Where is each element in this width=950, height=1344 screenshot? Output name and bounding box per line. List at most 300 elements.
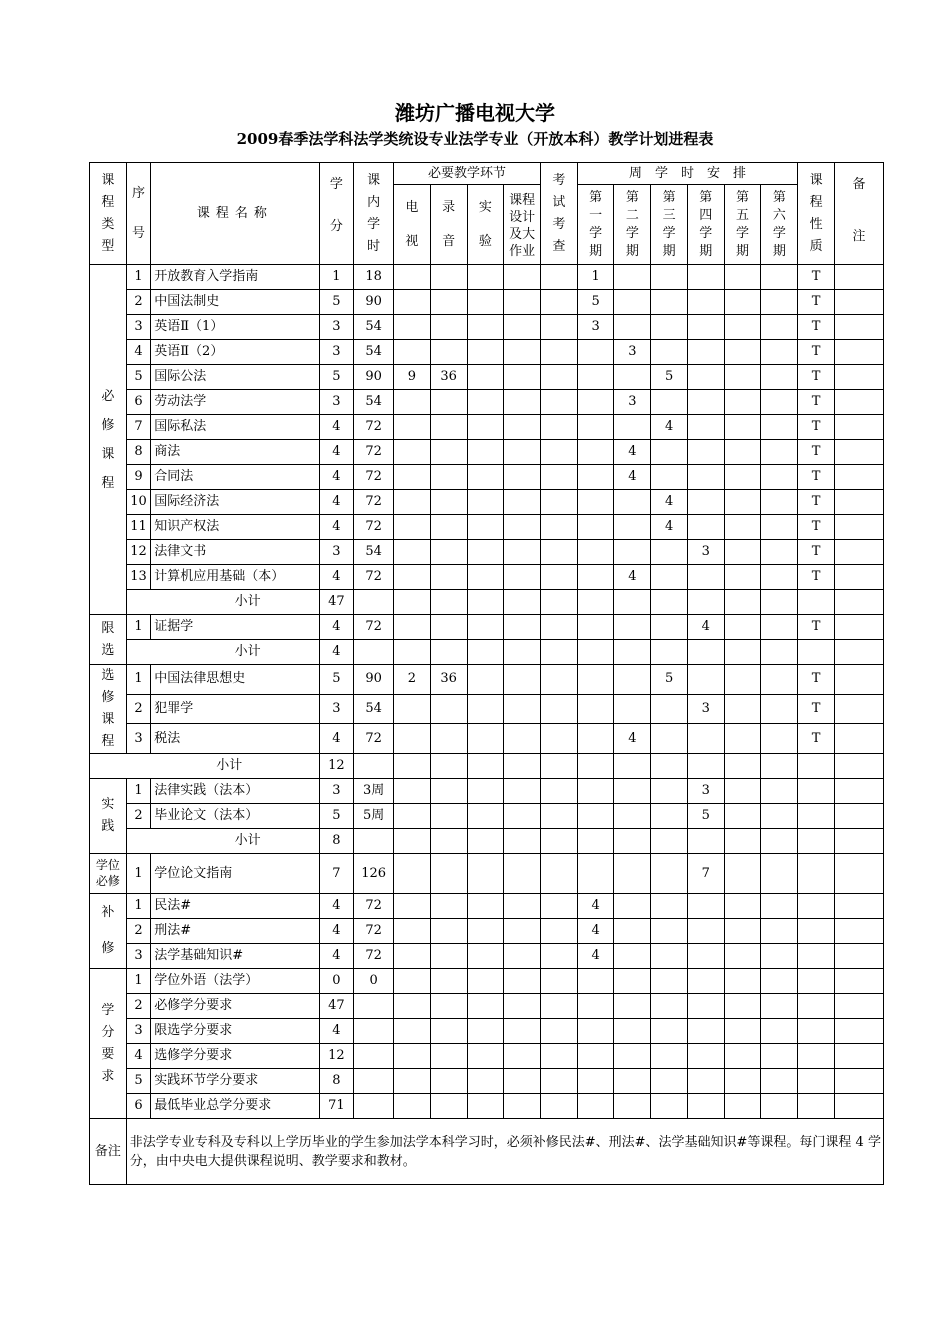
row-credits: 3 <box>319 540 354 565</box>
row-nature: T <box>798 465 835 490</box>
row-tv <box>394 415 431 440</box>
row-exam <box>541 565 578 590</box>
subtotal-s6 <box>761 754 798 779</box>
subtotal-s1 <box>577 829 614 854</box>
row-credits: 3 <box>319 779 354 804</box>
row-audio <box>430 804 467 829</box>
subtotal-audio <box>430 590 467 615</box>
row-nature <box>798 1094 835 1119</box>
row-s6 <box>761 1044 798 1069</box>
row-lab <box>467 724 504 754</box>
row-course-name: 法律实践（法本） <box>151 779 319 804</box>
row-s1 <box>577 724 614 754</box>
row-nature: T <box>798 724 835 754</box>
row-tv <box>394 854 431 894</box>
row-s6 <box>761 994 798 1019</box>
row-remark <box>834 340 883 365</box>
row-lab <box>467 440 504 465</box>
row-s4 <box>687 944 724 969</box>
table-row <box>90 290 884 315</box>
row-s5 <box>724 615 761 640</box>
row-course-name: 中国法律思想史 <box>151 665 319 695</box>
row-audio <box>430 390 467 415</box>
row-hours: 54 <box>354 340 394 365</box>
row-s1 <box>577 779 614 804</box>
row-remark <box>834 1044 883 1069</box>
row-s1 <box>577 465 614 490</box>
row-s6 <box>761 290 798 315</box>
row-exam <box>541 665 578 695</box>
subtotal-design <box>504 640 541 665</box>
table-row <box>90 919 884 944</box>
row-seq: 5 <box>126 365 150 390</box>
row-nature <box>798 1069 835 1094</box>
row-s2 <box>614 779 651 804</box>
row-s1 <box>577 340 614 365</box>
row-hours: 72 <box>354 919 394 944</box>
subtotal-s1 <box>577 754 614 779</box>
row-seq: 1 <box>126 265 150 290</box>
row-lab <box>467 919 504 944</box>
row-exam <box>541 1069 578 1094</box>
row-nature: T <box>798 540 835 565</box>
row-credits: 5 <box>319 804 354 829</box>
row-design <box>504 415 541 440</box>
subtotal-s6 <box>761 640 798 665</box>
row-credits: 47 <box>319 994 354 1019</box>
table-row <box>90 665 884 695</box>
row-remark <box>834 804 883 829</box>
row-lab <box>467 1044 504 1069</box>
row-audio <box>430 1094 467 1119</box>
row-course-name: 法学基础知识# <box>151 944 319 969</box>
row-hours: 72 <box>354 415 394 440</box>
row-audio <box>430 779 467 804</box>
row-credits: 4 <box>319 724 354 754</box>
row-s5 <box>724 1019 761 1044</box>
table-row <box>90 854 884 894</box>
subtotal-design <box>504 590 541 615</box>
row-remark <box>834 694 883 724</box>
sem1-header: 第一学期 <box>577 185 614 265</box>
row-s3: 5 <box>651 665 688 695</box>
row-design <box>504 994 541 1019</box>
subtotal-remark <box>834 590 883 615</box>
row-seq: 12 <box>126 540 150 565</box>
row-s3 <box>651 565 688 590</box>
row-lab <box>467 854 504 894</box>
subtotal-hours <box>354 754 394 779</box>
remark-header: 备 注 <box>834 163 883 265</box>
row-s2 <box>614 694 651 724</box>
row-audio <box>430 465 467 490</box>
exam-header: 考试考查 <box>541 163 578 265</box>
row-course-name: 证据学 <box>151 615 319 640</box>
row-s6 <box>761 724 798 754</box>
row-hours: 126 <box>354 854 394 894</box>
table-row <box>90 415 884 440</box>
row-credits: 4 <box>319 490 354 515</box>
row-s3 <box>651 440 688 465</box>
row-s2: 3 <box>614 390 651 415</box>
subtotal-credits: 47 <box>319 590 354 615</box>
row-nature: T <box>798 340 835 365</box>
group-elective: 选修课程 <box>90 665 127 754</box>
row-remark <box>834 415 883 440</box>
row-s5 <box>724 894 761 919</box>
row-remark <box>834 315 883 340</box>
row-s2 <box>614 919 651 944</box>
row-design <box>504 919 541 944</box>
class-hours-header: 课内学时 <box>354 163 394 265</box>
row-s3 <box>651 465 688 490</box>
row-audio: 36 <box>430 665 467 695</box>
row-design <box>504 944 541 969</box>
row-nature: T <box>798 390 835 415</box>
row-s3 <box>651 1094 688 1119</box>
row-design <box>504 665 541 695</box>
row-hours: 72 <box>354 515 394 540</box>
row-s3 <box>651 265 688 290</box>
row-s1 <box>577 615 614 640</box>
row-tv <box>394 894 431 919</box>
row-s3 <box>651 1019 688 1044</box>
notes-row <box>90 1119 884 1185</box>
row-credits: 4 <box>319 894 354 919</box>
row-s4 <box>687 265 724 290</box>
subtotal-lab <box>467 829 504 854</box>
row-s2 <box>614 415 651 440</box>
row-hours: 72 <box>354 944 394 969</box>
row-exam <box>541 540 578 565</box>
row-exam <box>541 694 578 724</box>
row-remark <box>834 894 883 919</box>
table-row <box>90 265 884 290</box>
row-s2 <box>614 1094 651 1119</box>
row-hours: 90 <box>354 290 394 315</box>
row-s3: 4 <box>651 490 688 515</box>
table-row <box>90 804 884 829</box>
row-design <box>504 340 541 365</box>
header-row-1 <box>90 163 884 185</box>
row-s3 <box>651 894 688 919</box>
row-course-name: 必修学分要求 <box>151 994 319 1019</box>
teaching-plan-table <box>89 162 884 1185</box>
row-nature: T <box>798 615 835 640</box>
row-s6 <box>761 415 798 440</box>
subtotal-s3 <box>651 640 688 665</box>
row-s3 <box>651 290 688 315</box>
row-remark <box>834 265 883 290</box>
table-row <box>90 779 884 804</box>
row-course-name: 计算机应用基础（本） <box>151 565 319 590</box>
row-credits: 4 <box>319 440 354 465</box>
subtotal-s5 <box>724 754 761 779</box>
row-lab <box>467 1094 504 1119</box>
row-s6 <box>761 615 798 640</box>
row-design <box>504 969 541 994</box>
row-hours: 90 <box>354 665 394 695</box>
row-s5 <box>724 1069 761 1094</box>
row-credits: 4 <box>319 415 354 440</box>
row-tv <box>394 779 431 804</box>
row-nature <box>798 894 835 919</box>
row-s6 <box>761 894 798 919</box>
row-s2 <box>614 540 651 565</box>
row-lab <box>467 944 504 969</box>
subtotal-s3 <box>651 754 688 779</box>
row-tv: 2 <box>394 665 431 695</box>
row-s3 <box>651 390 688 415</box>
sem4-header: 第四学期 <box>687 185 724 265</box>
row-s6 <box>761 465 798 490</box>
row-hours <box>354 1044 394 1069</box>
subtotal-s2 <box>614 754 651 779</box>
row-nature: T <box>798 315 835 340</box>
row-lab <box>467 465 504 490</box>
row-course-name: 犯罪学 <box>151 694 319 724</box>
row-s2: 4 <box>614 565 651 590</box>
row-tv <box>394 565 431 590</box>
row-tv <box>394 694 431 724</box>
row-s4 <box>687 415 724 440</box>
subtotal-nature <box>798 590 835 615</box>
row-s6 <box>761 515 798 540</box>
row-hours: 54 <box>354 540 394 565</box>
row-tv <box>394 290 431 315</box>
seq-header: 序号 <box>126 163 150 265</box>
row-s4 <box>687 365 724 390</box>
row-course-name: 知识产权法 <box>151 515 319 540</box>
row-s3: 5 <box>651 365 688 390</box>
row-s5 <box>724 465 761 490</box>
row-seq: 1 <box>126 854 150 894</box>
row-nature: T <box>798 365 835 390</box>
row-nature: T <box>798 290 835 315</box>
row-nature <box>798 854 835 894</box>
row-audio <box>430 919 467 944</box>
row-exam <box>541 340 578 365</box>
subtotal-design <box>504 754 541 779</box>
row-seq: 10 <box>126 490 150 515</box>
row-s5 <box>724 415 761 440</box>
group-supplement: 补 修 <box>90 894 127 969</box>
row-seq: 2 <box>126 804 150 829</box>
row-seq: 11 <box>126 515 150 540</box>
row-s4: 7 <box>687 854 724 894</box>
subtotal-row <box>90 640 884 665</box>
table-row <box>90 390 884 415</box>
row-course-name: 英语Ⅱ（2） <box>151 340 319 365</box>
row-course-name: 选修学分要求 <box>151 1044 319 1069</box>
row-lab <box>467 694 504 724</box>
row-credits: 12 <box>319 1044 354 1069</box>
row-exam <box>541 1019 578 1044</box>
row-hours: 72 <box>354 565 394 590</box>
row-hours: 3周 <box>354 779 394 804</box>
row-exam <box>541 854 578 894</box>
document-subtitle: 2009春季法学科法学类统设专业法学专业（开放本科）教学计划进程表 <box>236 130 714 148</box>
row-design <box>504 804 541 829</box>
row-s6 <box>761 340 798 365</box>
row-course-name: 合同法 <box>151 465 319 490</box>
row-hours: 72 <box>354 440 394 465</box>
row-lab <box>467 340 504 365</box>
row-hours: 72 <box>354 724 394 754</box>
row-credits: 3 <box>319 315 354 340</box>
row-remark <box>834 854 883 894</box>
row-course-name: 税法 <box>151 724 319 754</box>
table-row <box>90 1069 884 1094</box>
row-s5 <box>724 390 761 415</box>
row-lab <box>467 540 504 565</box>
table-row <box>90 994 884 1019</box>
row-s1 <box>577 515 614 540</box>
row-exam <box>541 994 578 1019</box>
row-course-name: 劳动法学 <box>151 390 319 415</box>
row-s6 <box>761 854 798 894</box>
row-nature: T <box>798 515 835 540</box>
table-row <box>90 1044 884 1069</box>
row-s6 <box>761 1019 798 1044</box>
subtotal-exam <box>541 590 578 615</box>
row-lab <box>467 290 504 315</box>
row-lab <box>467 894 504 919</box>
subtotal-design <box>504 829 541 854</box>
subtotal-exam <box>541 754 578 779</box>
row-hours: 72 <box>354 615 394 640</box>
row-course-name: 民法# <box>151 894 319 919</box>
row-hours: 0 <box>354 969 394 994</box>
subtotal-s4 <box>687 590 724 615</box>
row-design <box>504 894 541 919</box>
subtotal-hours <box>354 590 394 615</box>
row-tv <box>394 1069 431 1094</box>
row-nature: T <box>798 265 835 290</box>
row-exam <box>541 919 578 944</box>
row-credits: 7 <box>319 854 354 894</box>
row-exam <box>541 440 578 465</box>
row-nature <box>798 919 835 944</box>
course-type-header: 课程类型 <box>90 163 127 265</box>
row-audio <box>430 694 467 724</box>
required-links-header: 必要教学环节 <box>394 163 541 185</box>
row-s3: 4 <box>651 515 688 540</box>
row-seq: 1 <box>126 615 150 640</box>
row-s6 <box>761 804 798 829</box>
table-row <box>90 694 884 724</box>
row-hours: 72 <box>354 465 394 490</box>
document-title: 潍坊广播电视大学 <box>395 101 555 125</box>
subtotal-lab <box>467 590 504 615</box>
row-tv <box>394 490 431 515</box>
row-s2 <box>614 490 651 515</box>
row-s2 <box>614 894 651 919</box>
subtotal-s5 <box>724 829 761 854</box>
subtotal-hours <box>354 829 394 854</box>
row-design <box>504 490 541 515</box>
row-s2 <box>614 290 651 315</box>
row-tv <box>394 615 431 640</box>
row-audio <box>430 540 467 565</box>
row-seq: 9 <box>126 465 150 490</box>
notes-text: 非法学专业专科及专科以上学历毕业的学生参加法学本科学习时，必须补修民法#、刑法#、法学基础知识#等课程。每门课程 4 学分，由中央电大提供课程说明、教学要求和教材。 <box>126 1119 883 1185</box>
row-remark <box>834 1094 883 1119</box>
row-design <box>504 1019 541 1044</box>
row-s4: 3 <box>687 779 724 804</box>
row-s2: 4 <box>614 465 651 490</box>
subtotal-s2 <box>614 829 651 854</box>
subtotal-tv <box>394 590 431 615</box>
row-s4 <box>687 665 724 695</box>
subtotal-credits: 8 <box>319 829 354 854</box>
row-s3 <box>651 994 688 1019</box>
row-s5 <box>724 1044 761 1069</box>
row-tv <box>394 1044 431 1069</box>
row-tv <box>394 540 431 565</box>
row-nature: T <box>798 694 835 724</box>
row-design <box>504 565 541 590</box>
row-s5 <box>724 365 761 390</box>
row-s4 <box>687 1069 724 1094</box>
table-row <box>90 615 884 640</box>
row-s5 <box>724 804 761 829</box>
row-s3 <box>651 315 688 340</box>
row-s4: 4 <box>687 615 724 640</box>
row-s4 <box>687 1044 724 1069</box>
group-practice: 实践 <box>90 779 127 854</box>
credits-header: 学 分 <box>319 163 354 265</box>
row-s1 <box>577 804 614 829</box>
row-tv <box>394 1019 431 1044</box>
row-exam <box>541 804 578 829</box>
row-audio <box>430 490 467 515</box>
row-s2 <box>614 615 651 640</box>
row-credits: 4 <box>319 515 354 540</box>
subtotal-s4 <box>687 829 724 854</box>
row-remark <box>834 565 883 590</box>
row-exam <box>541 465 578 490</box>
row-s1 <box>577 1094 614 1119</box>
row-nature <box>798 944 835 969</box>
row-credits: 71 <box>319 1094 354 1119</box>
subtotal-remark <box>834 829 883 854</box>
row-s5 <box>724 340 761 365</box>
table-row <box>90 465 884 490</box>
weekly-hours-header: 周 学 时 安 排 <box>577 163 797 185</box>
row-audio <box>430 440 467 465</box>
row-s6 <box>761 969 798 994</box>
row-lab <box>467 415 504 440</box>
row-design <box>504 615 541 640</box>
row-s4 <box>687 1094 724 1119</box>
row-course-name: 限选学分要求 <box>151 1019 319 1044</box>
row-design <box>504 1094 541 1119</box>
row-s3 <box>651 694 688 724</box>
subtotal-audio <box>430 829 467 854</box>
row-design <box>504 390 541 415</box>
row-remark <box>834 919 883 944</box>
row-exam <box>541 515 578 540</box>
row-s2: 4 <box>614 724 651 754</box>
row-s6 <box>761 265 798 290</box>
row-remark <box>834 365 883 390</box>
table-row <box>90 315 884 340</box>
row-credits: 4 <box>319 944 354 969</box>
row-s2 <box>614 665 651 695</box>
group-credit-requirements: 学分要求 <box>90 969 127 1119</box>
row-s3 <box>651 540 688 565</box>
